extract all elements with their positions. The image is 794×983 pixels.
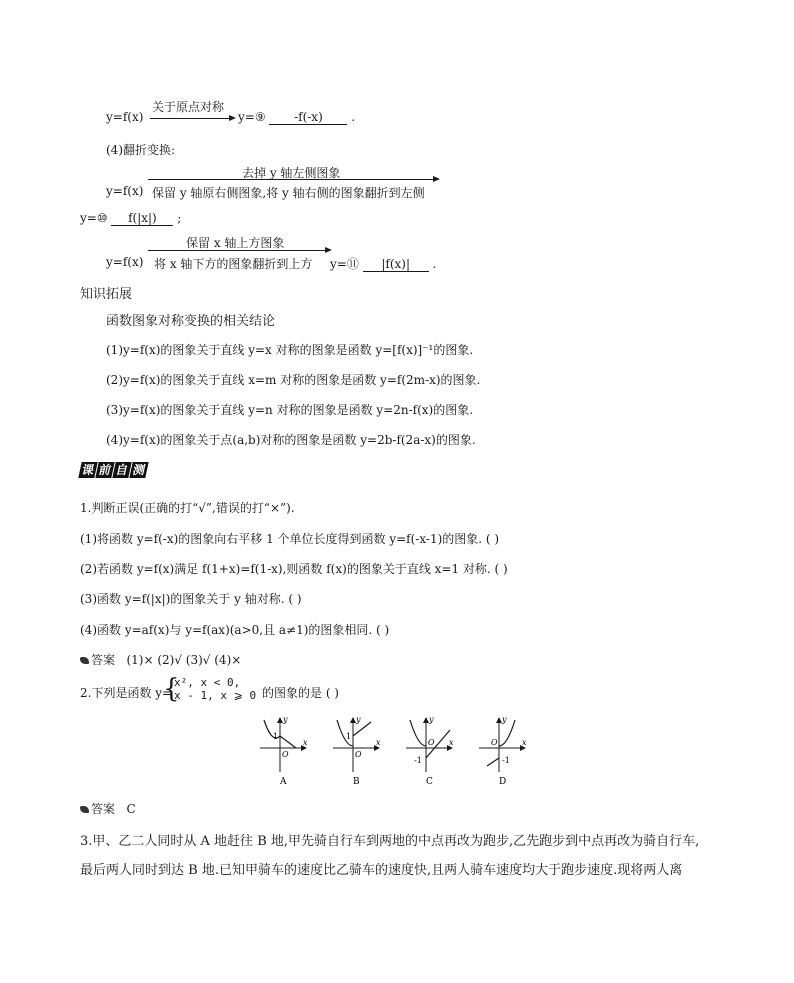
knowledge-subtitle: 函数图象对称变换的相关结论: [106, 314, 276, 329]
fold2-end: .: [432, 257, 437, 271]
graph-d-origin: O: [491, 738, 498, 747]
q1-stem: 1.判断正误(正确的打“√”,错误的打“×”).: [80, 501, 295, 515]
fold2-lhs: y=f(x): [106, 255, 144, 269]
graph-b-label: B: [353, 777, 360, 787]
q2-brace: {: [163, 674, 180, 704]
graph-a-origin: O: [282, 750, 289, 759]
fold1-rhs-prefix: y=⑩: [80, 211, 108, 225]
origin-end: .: [351, 110, 356, 124]
origin-arrow: [150, 118, 234, 119]
fold2-arrow: [148, 250, 330, 251]
fold2-fill-answer: |f(x)|: [363, 257, 429, 272]
fold1-arrow: [148, 179, 438, 180]
graph-c-xlabel: x: [449, 738, 454, 747]
q2-stem-suffix: 的图象的是 ( ): [262, 686, 339, 700]
q3-line1: 3.甲、乙二人同时从 A 地赶往 B 地,甲先骑自行车到两地的中点再改为跑步,乙先跑步到中点再改为骑自行车,: [80, 834, 700, 849]
answer-icon: [80, 657, 89, 664]
graph-b-xlabel: x: [376, 738, 381, 747]
origin-rhs-prefix: y=⑨: [238, 110, 266, 124]
graph-b-tick: 1: [346, 732, 352, 741]
graph-b-origin: O: [355, 750, 362, 759]
badge-char: 前: [95, 462, 114, 478]
graph-a: [260, 715, 308, 787]
fold1-end: ;: [177, 211, 182, 225]
q1-item: (2)若函数 y=f(x)满足 f(1+x)=f(1-x),则函数 f(x)的图象关于直线 x=1 对称. ( ): [80, 562, 508, 576]
knowledge-item: (3)y=f(x)的图象关于直线 y=n 对称的图象是函数 y=2n-f(x)的图象.: [106, 403, 474, 417]
graph-c-ylabel: y: [429, 715, 434, 724]
q2-answer-label: 答案: [91, 802, 116, 816]
fold1-arrow-top: 去掉 y 轴左侧图象: [242, 166, 341, 180]
knowledge-item: (2)y=f(x)的图象关于直线 x=m 对称的图象是函数 y=f(2m-x)的图象.: [106, 373, 481, 387]
q1-item: (1)将函数 y=f(-x)的图象向右平移 1 个单位长度得到函数 y=f(-x-1)的图象. ( ): [80, 532, 500, 546]
graph-d-xlabel: x: [522, 738, 527, 747]
fold2-arrow-top: 保留 x 轴上方图象: [186, 236, 285, 250]
origin-fill-answer: -f(-x): [269, 110, 347, 125]
fold2-rhs-prefix: y=⑪: [330, 257, 359, 271]
q1-item: (4)函数 y=af(x)与 y=f(ax)(a>0,且 a≠1)的图象相同. ( ): [80, 623, 390, 637]
q2-case2: x - 1, x ⩾ 0: [174, 689, 257, 702]
graph-c-origin: O: [428, 738, 435, 747]
q2-graphs: [250, 712, 540, 792]
badge-char: 课: [78, 462, 97, 478]
graph-d: [479, 715, 527, 787]
graph-c-tick: -1: [414, 756, 422, 765]
q2-answer: C: [126, 802, 136, 816]
fold1-fill-answer: f(|x|): [111, 211, 173, 226]
fold1-lhs: y=f(x): [106, 184, 144, 198]
origin-lhs: y=f(x): [106, 110, 144, 124]
q1-answer-label: 答案: [91, 653, 116, 667]
q1-answer-row: [80, 651, 241, 668]
q1-answer: (1)× (2)√ (3)√ (4)×: [126, 653, 242, 667]
graph-c-label: C: [426, 777, 433, 787]
q2-case1: x², x < 0,: [174, 676, 241, 689]
badge-char: 测: [129, 462, 148, 478]
answer-icon: [80, 806, 89, 813]
origin-rhs: [238, 110, 355, 125]
fold-title: (4)翻折变换:: [106, 143, 176, 157]
origin-arrow-label: 关于原点对称: [152, 100, 225, 114]
graph-d-tick: -1: [502, 756, 510, 765]
graph-a-ylabel: y: [283, 715, 288, 724]
fold1-rhs: [80, 211, 181, 226]
fold2-arrow-bottom: 将 x 轴下方的图象翻折到上方: [154, 257, 313, 271]
knowledge-item: (4)y=f(x)的图象关于点(a,b)对称的图象是函数 y=2b-f(2a-x)的图象.: [106, 433, 476, 447]
fold1-arrow-bottom: 保留 y 轴原右侧图象,将 y 轴右侧的图象翻折到左侧: [152, 186, 425, 200]
graph-a-label: A: [280, 777, 287, 787]
q2-answer-row: [80, 800, 136, 817]
knowledge-heading: 知识拓展: [80, 287, 133, 302]
graph-b: [333, 715, 381, 787]
q2-stem-prefix: 2.下列是函数 y=: [80, 686, 173, 700]
q1-item: (3)函数 y=f(|x|)的图象关于 y 轴对称. ( ): [80, 592, 302, 606]
graph-d-ylabel: y: [502, 715, 507, 724]
knowledge-item: (1)y=f(x)的图象关于直线 y=x 对称的图象是函数 y=[f(x)]⁻¹的图象.: [106, 343, 474, 357]
graph-a-xlabel: x: [303, 738, 308, 747]
graph-a-tick: 1: [273, 732, 279, 741]
graph-c: [406, 715, 454, 787]
graph-d-label: D: [499, 777, 507, 787]
badge-char: 自: [112, 462, 131, 478]
q3-line2: 最后两人同时到达 B 地.已知甲骑车的速度比乙骑车的速度快,且两人骑车速度均大于跑步速度.现将两人离: [80, 863, 683, 878]
q2-stem: [80, 684, 172, 701]
section-badge: [80, 459, 150, 481]
fold2-rhs: [330, 255, 436, 272]
graph-b-ylabel: y: [356, 715, 361, 724]
